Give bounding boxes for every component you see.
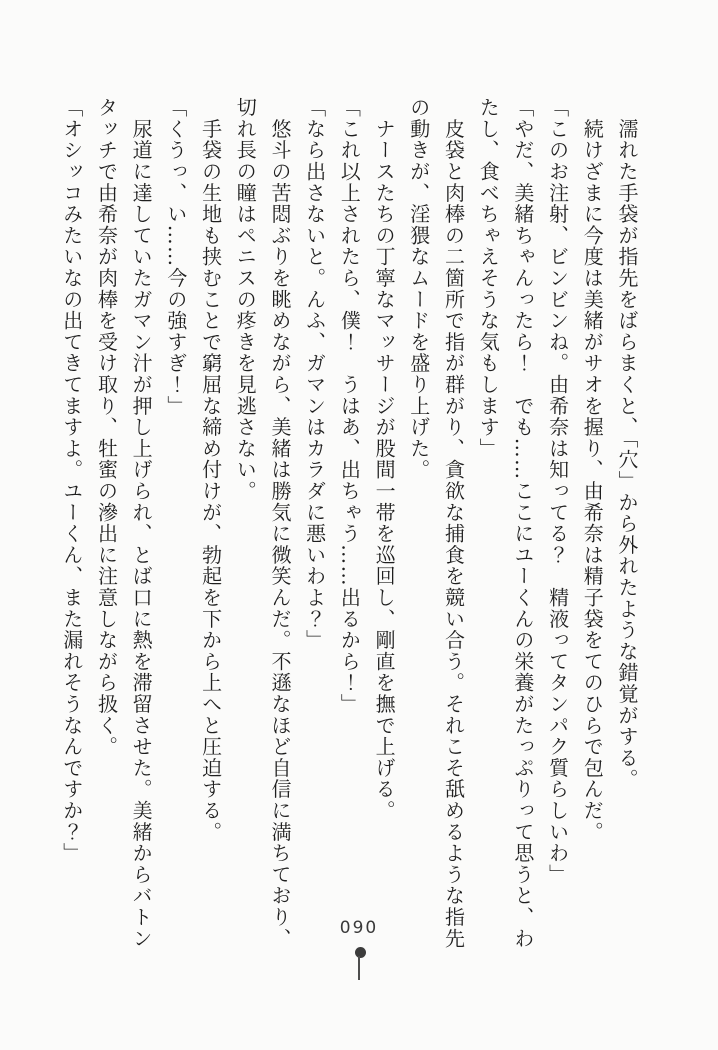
text-line-12: 切れ長の瞳はペニスの疼きを見逃さない。 (233, 97, 258, 502)
text-line-13: 手袋の生地も挟むことで窮屈な締め付けが、勃起を下から上へと圧迫する。 (198, 97, 223, 843)
page-pin-line (358, 956, 360, 980)
text-line-04: 「やだ、美緒ちゃんったら！ でも……ここにユーくんの栄養がたっぷりって思うと、わ (510, 97, 535, 949)
text-line-11: 悠斗の苦悶ぶりを眺めながら、美緒は勝気に微笑んだ。不遜なほど自信に満ちており、 (267, 97, 292, 949)
page-number: 090 (339, 918, 379, 938)
text-line-02: 続けざまに今度は美緒がサオを握り、由希奈は精子袋をてのひらで包んだ。 (580, 97, 605, 843)
text-line-17: 「オシッコみたいなの出てきてますよ。ユーくん、また漏れそうなんですか？」 (59, 97, 84, 864)
text-line-14: 「くうっ、い……今の強すぎ！」 (163, 97, 188, 417)
text-line-10: 「なら出さないと。んふ、ガマンはカラダに悪いわよ？」 (302, 97, 327, 651)
text-block (54, 97, 644, 950)
text-line-03: 「このお注射、ビンビンね。由希奈は知ってる？ 精液ってタンパク質らしいわ」 (545, 97, 570, 886)
text-line-07: の動きが、淫猥なムードを盛り上げた。 (406, 97, 431, 481)
page-footer (0, 918, 718, 1050)
text-line-16: タッチで由希奈が肉棒を受け取り、牡蜜の滲出に注意しながら扱く。 (94, 97, 119, 758)
text-line-01: 濡れた手袋が指先をばらまくと、「穴」から外れたような錯覚がする。 (615, 97, 639, 790)
page-pin-dot-icon (355, 947, 366, 958)
text-line-05: たし、食べちゃえそうな気もします」 (476, 97, 501, 460)
text-line-08: ナースたちの丁寧なマッサージが股間一帯を巡回し、剛直を撫で上げる。 (372, 97, 397, 822)
text-line-09: 「これ以上されたら、僕！ うはあ、出ちゃう……出るから！」 (337, 97, 362, 715)
text-line-15: 尿道に達していたガマン汁が押し上げられ、とば口に熱を滞留させた。美緒からバトン (129, 97, 154, 949)
text-line-06: 皮袋と肉棒の二箇所で指が群がり、貪欲な捕食を競い合う。それこそ舐めるような指先 (441, 97, 466, 949)
